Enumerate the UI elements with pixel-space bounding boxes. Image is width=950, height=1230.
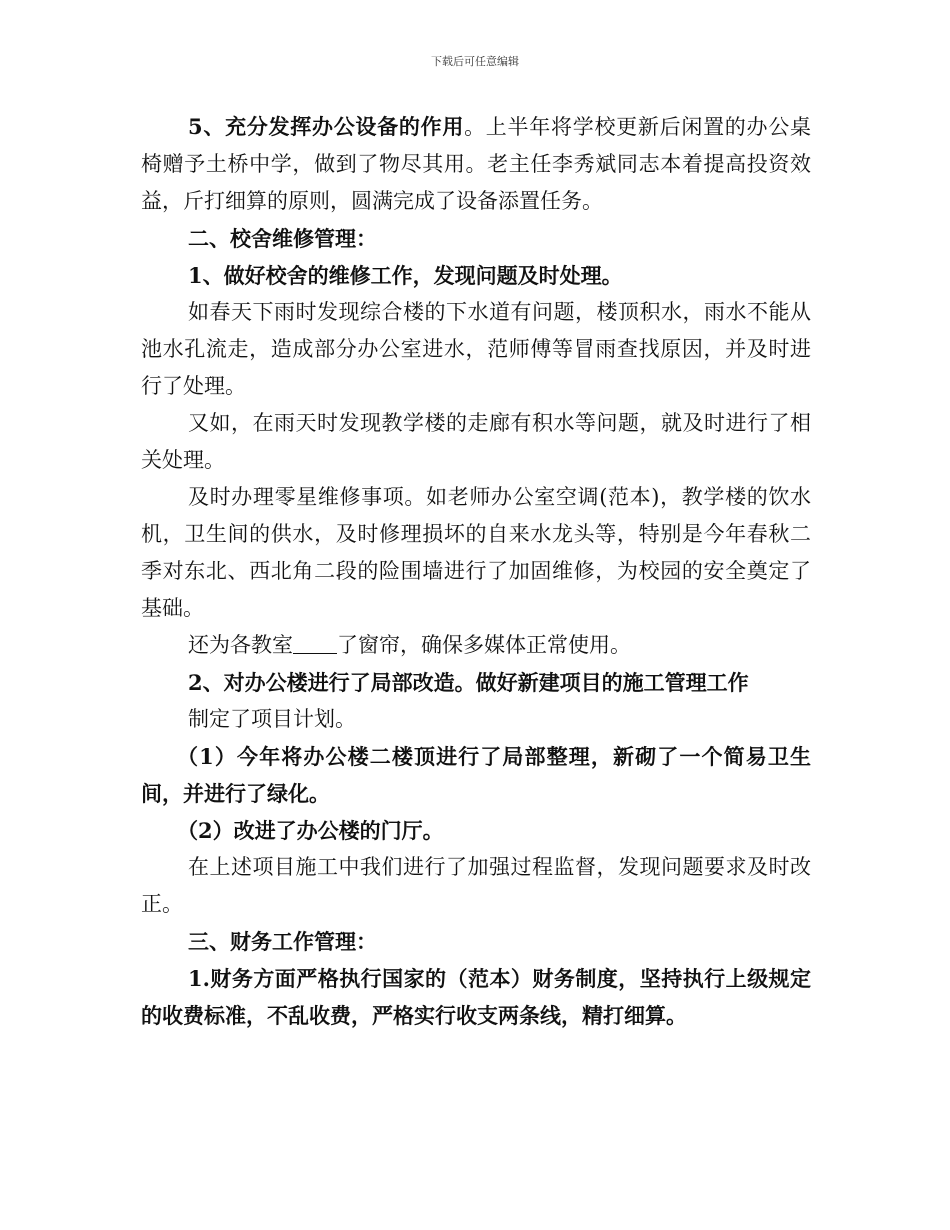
item-heading-renovation: 2、对办公楼进行了局部改造。做好新建项目的施工管理工作 (188, 670, 749, 695)
item-heading-repair: 1、做好校舍的维修工作，发现问题及时处理。 (188, 263, 623, 288)
page-header: 下载后可任意编辑 (431, 55, 519, 68)
section-heading-finance: 三、财务工作管理： (188, 929, 377, 954)
fill-in-blank (293, 631, 337, 654)
paragraph-curtains (141, 627, 811, 664)
curtains-text-after: 了窗帘，确保多媒体正常使用。 (337, 633, 631, 657)
item-heading-finance: 1.财务方面严格执行国家的（范本）财务制度，坚持执行上级规定的收费标准，不乱收费，严格实行收支两条线，精打细算。 (141, 966, 811, 1028)
paragraph-equipment (141, 108, 811, 220)
sub-item-toilet: （1）今年将办公楼二楼顶进行了局部整理，新砌了一个简易卫生间，并进行了绿化。 (141, 744, 811, 806)
paragraph-minor-repairs: 及时办理零星维修事项。如老师办公室空调(范本)，教学楼的饮水机，卫生间的供水，及时修理损坏的自来水龙头等，特别是今年春秋二季对东北、西北角二段的险围墙进行了加固维修，为校园的安全奠定了基础。 (141, 485, 811, 620)
document-body (141, 108, 811, 1034)
paragraph-corridor-water: 又如，在雨天时发现教学楼的走廊有积水等问题，就及时进行了相关处理。 (141, 411, 811, 472)
paragraph-rain-drain: 如春天下雨时发现综合楼的下水道有问题，楼顶积水，雨水不能从池水孔流走，造成部分办公室进水，范师傅等冒雨查找原因，并及时进行了处理。 (141, 300, 811, 398)
paragraph-project-plan: 制定了项目计划。 (188, 707, 356, 731)
section-heading-maintenance: 二、校舍维修管理： (188, 226, 377, 251)
sub-item-lobby: （2）改进了办公楼的门厅。 (177, 818, 444, 843)
paragraph-equipment-heading: 5、充分发挥办公设备的作用 (188, 114, 465, 139)
paragraph-equipment-text: 。上半年将学校更新后闲置的办公桌椅赠予土桥中学，做到了物尽其用。老主任李秀斌同志本着提高投资效益，斤打细算的原则，圆满完成了设备添置任务。 (141, 115, 811, 213)
curtains-text-before: 还为各教室 (188, 633, 293, 657)
paragraph-supervision: 在上述项目施工中我们进行了加强过程监督，发现问题要求及时改正。 (141, 855, 811, 916)
